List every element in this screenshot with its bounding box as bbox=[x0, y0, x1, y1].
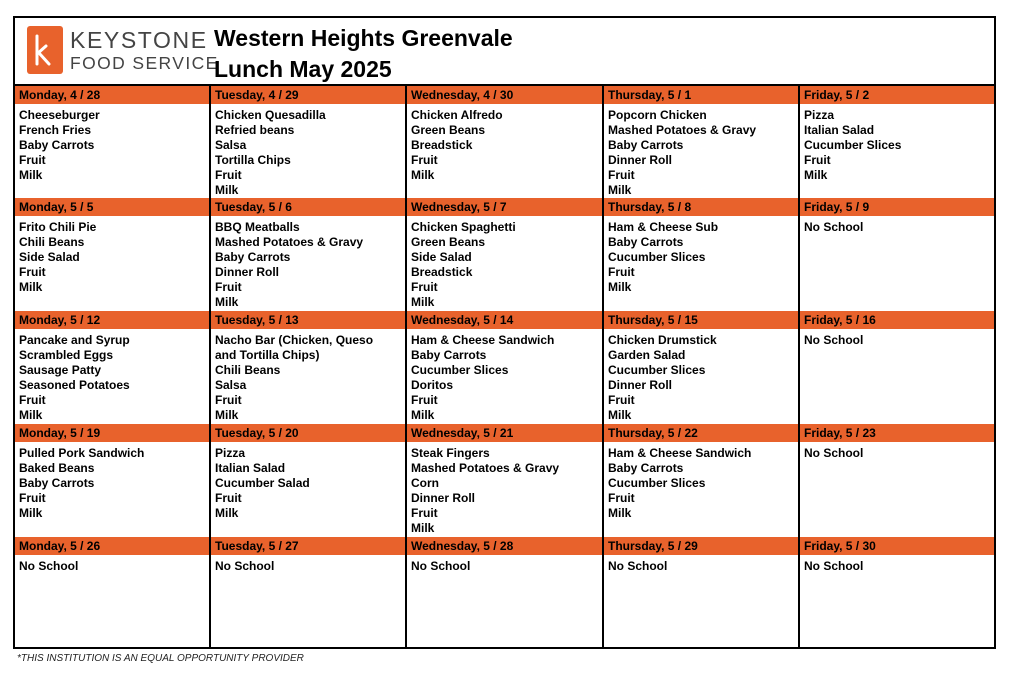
menu-item: BBQ Meatballs bbox=[215, 220, 300, 234]
brand-logo bbox=[70, 28, 220, 76]
menu-item: Cucumber Slices bbox=[608, 250, 706, 264]
menu-item: Cucumber Salad bbox=[215, 476, 310, 490]
day-menu bbox=[215, 220, 363, 310]
page-title bbox=[214, 23, 513, 85]
day-menu bbox=[411, 333, 554, 423]
day-menu bbox=[19, 559, 78, 574]
menu-item: Milk bbox=[608, 408, 632, 422]
day-menu bbox=[804, 220, 863, 235]
menu-item: Side Salad bbox=[411, 250, 472, 264]
menu-item: Salsa bbox=[215, 138, 247, 152]
day-date: Friday, 5 / 23 bbox=[804, 426, 876, 440]
day-date: Tuesday, 5 / 6 bbox=[215, 200, 292, 214]
column-divider bbox=[602, 86, 604, 647]
menu-item: Cucumber Slices bbox=[411, 363, 509, 377]
menu-item: Baby Carrots bbox=[608, 138, 684, 152]
menu-item: No School bbox=[804, 333, 864, 347]
menu-item: Fruit bbox=[19, 491, 46, 505]
menu-item: Milk bbox=[19, 168, 43, 182]
menu-item: Milk bbox=[215, 408, 239, 422]
day-menu bbox=[215, 446, 310, 521]
day-date: Friday, 5 / 30 bbox=[804, 539, 876, 553]
week-row bbox=[15, 537, 994, 647]
day-menu bbox=[804, 108, 901, 183]
menu-item: Milk bbox=[608, 280, 632, 294]
menu-item: No School bbox=[215, 559, 275, 573]
menu-item: Italian Salad bbox=[215, 461, 286, 475]
menu-item: Nacho Bar (Chicken, Queso bbox=[215, 333, 374, 347]
day-date: Wednesday, 5 / 21 bbox=[411, 426, 514, 440]
day-menu bbox=[19, 108, 100, 183]
menu-item: Fruit bbox=[608, 393, 635, 407]
day-menu bbox=[215, 559, 274, 574]
menu-item: Breadstick bbox=[411, 265, 473, 279]
menu-item: Fruit bbox=[804, 153, 831, 167]
menu-item: Fruit bbox=[215, 168, 242, 182]
menu-item: Seasoned Potatoes bbox=[19, 378, 130, 392]
menu-item: Green Beans bbox=[411, 123, 486, 137]
brand-subtitle: FOOD SERVICE bbox=[70, 53, 219, 73]
menu-item: Cheeseburger bbox=[19, 108, 100, 122]
day-date: Tuesday, 5 / 13 bbox=[215, 313, 299, 327]
day-menu bbox=[804, 446, 863, 461]
menu-item: Salsa bbox=[215, 378, 247, 392]
menu-item: Baby Carrots bbox=[608, 461, 684, 475]
day-menu bbox=[608, 220, 718, 295]
menu-item: Fruit bbox=[215, 393, 242, 407]
day-date: Wednesday, 5 / 28 bbox=[411, 539, 514, 553]
menu-item: Milk bbox=[411, 521, 435, 535]
day-menu bbox=[608, 108, 756, 198]
menu-item: Baby Carrots bbox=[608, 235, 684, 249]
menu-item: Doritos bbox=[411, 378, 453, 392]
day-menu bbox=[804, 559, 863, 574]
day-date: Wednesday, 4 / 30 bbox=[411, 88, 514, 102]
day-date: Thursday, 5 / 8 bbox=[608, 200, 692, 214]
day-date: Monday, 4 / 28 bbox=[19, 88, 101, 102]
menu-header bbox=[15, 18, 994, 86]
menu-item: Milk bbox=[19, 408, 43, 422]
day-date: Monday, 5 / 26 bbox=[19, 539, 101, 553]
day-menu bbox=[19, 333, 130, 423]
day-date: Monday, 5 / 5 bbox=[19, 200, 94, 214]
menu-item: Baby Carrots bbox=[19, 476, 95, 490]
column-divider bbox=[209, 86, 211, 647]
day-date: Wednesday, 5 / 7 bbox=[411, 200, 507, 214]
k-letter-icon bbox=[27, 26, 63, 74]
menu-item: Dinner Roll bbox=[411, 491, 476, 505]
day-menu bbox=[411, 559, 470, 574]
day-date: Tuesday, 4 / 29 bbox=[215, 88, 299, 102]
menu-month: Lunch May 2025 bbox=[214, 56, 392, 82]
menu-item: Baby Carrots bbox=[215, 250, 291, 264]
menu-item: Milk bbox=[608, 183, 632, 197]
day-menu bbox=[411, 446, 559, 536]
menu-item: Fruit bbox=[19, 265, 46, 279]
menu-item: Fruit bbox=[411, 506, 438, 520]
day-date: Tuesday, 5 / 20 bbox=[215, 426, 299, 440]
menu-item: Breadstick bbox=[411, 138, 473, 152]
menu-item: Frito Chili Pie bbox=[19, 220, 97, 234]
day-menu bbox=[411, 220, 516, 310]
menu-item: Milk bbox=[19, 506, 43, 520]
menu-item: Fruit bbox=[215, 280, 242, 294]
school-name: Western Heights Greenvale bbox=[214, 25, 513, 51]
menu-item: Dinner Roll bbox=[608, 378, 673, 392]
day-date: Monday, 5 / 12 bbox=[19, 313, 101, 327]
column-divider bbox=[405, 86, 407, 647]
menu-item: Refried beans bbox=[215, 123, 295, 137]
menu-item: Chicken Alfredo bbox=[411, 108, 503, 122]
column-divider bbox=[798, 86, 800, 647]
menu-item: Fruit bbox=[19, 393, 46, 407]
menu-item: Milk bbox=[19, 280, 43, 294]
menu-item: Italian Salad bbox=[804, 123, 875, 137]
menu-item: Mashed Potatoes & Gravy bbox=[608, 123, 757, 137]
menu-item: Sausage Patty bbox=[19, 363, 102, 377]
menu-item: No School bbox=[608, 559, 668, 573]
menu-item: Pancake and Syrup bbox=[19, 333, 130, 347]
menu-item: Cucumber Slices bbox=[608, 476, 706, 490]
day-menu bbox=[19, 446, 144, 521]
menu-item: Pizza bbox=[215, 446, 246, 460]
day-menu bbox=[411, 108, 503, 183]
menu-item: Green Beans bbox=[411, 235, 486, 249]
day-date: Monday, 5 / 19 bbox=[19, 426, 101, 440]
menu-item: Chicken Spaghetti bbox=[411, 220, 516, 234]
brand-name: KEYSTONE bbox=[70, 27, 208, 53]
day-menu bbox=[608, 446, 751, 521]
menu-item: No School bbox=[411, 559, 471, 573]
footnote: *THIS INSTITUTION IS AN EQUAL OPPORTUNITY PROVIDER bbox=[17, 653, 304, 664]
menu-item: Milk bbox=[215, 183, 239, 197]
day-menu bbox=[608, 559, 667, 574]
menu-item: Milk bbox=[215, 506, 239, 520]
menu-item: No School bbox=[804, 446, 864, 460]
day-date: Wednesday, 5 / 14 bbox=[411, 313, 514, 327]
menu-item: Milk bbox=[804, 168, 828, 182]
menu-item: Side Salad bbox=[19, 250, 80, 264]
week-row bbox=[15, 311, 994, 424]
menu-item: Garden Salad bbox=[608, 348, 686, 362]
menu-item: Milk bbox=[411, 408, 435, 422]
menu-item: Dinner Roll bbox=[215, 265, 280, 279]
menu-item: No School bbox=[19, 559, 79, 573]
day-menu bbox=[215, 333, 373, 423]
menu-item: Milk bbox=[608, 506, 632, 520]
day-date: Thursday, 5 / 29 bbox=[608, 539, 698, 553]
menu-item: Mashed Potatoes & Gravy bbox=[411, 461, 560, 475]
week-row bbox=[15, 424, 994, 537]
menu-item: and Tortilla Chips) bbox=[215, 348, 320, 362]
menu-item: Dinner Roll bbox=[608, 153, 673, 167]
menu-item: Cucumber Slices bbox=[608, 363, 706, 377]
menu-item: Baked Beans bbox=[19, 461, 95, 475]
menu-item: Milk bbox=[411, 295, 435, 309]
menu-item: Baby Carrots bbox=[19, 138, 95, 152]
day-menu bbox=[19, 220, 96, 295]
menu-item: Fruit bbox=[411, 280, 438, 294]
day-date: Tuesday, 5 / 27 bbox=[215, 539, 299, 553]
menu-item: Fruit bbox=[411, 153, 438, 167]
menu-item: Ham & Cheese Sandwich bbox=[608, 446, 752, 460]
menu-item: Popcorn Chicken bbox=[608, 108, 707, 122]
day-menu bbox=[608, 333, 717, 423]
week-row bbox=[15, 198, 994, 311]
day-date: Thursday, 5 / 15 bbox=[608, 313, 698, 327]
menu-item: Fruit bbox=[608, 168, 635, 182]
menu-calendar bbox=[13, 16, 996, 649]
menu-item: Chicken Drumstick bbox=[608, 333, 717, 347]
day-menu bbox=[804, 333, 863, 348]
menu-item: No School bbox=[804, 559, 864, 573]
menu-item: Tortilla Chips bbox=[215, 153, 291, 167]
menu-item: Baby Carrots bbox=[411, 348, 487, 362]
day-date: Friday, 5 / 2 bbox=[804, 88, 870, 102]
menu-item: Fruit bbox=[215, 491, 242, 505]
menu-item: French Fries bbox=[19, 123, 92, 137]
menu-item: No School bbox=[804, 220, 864, 234]
menu-item: Steak Fingers bbox=[411, 446, 490, 460]
menu-item: Mashed Potatoes & Gravy bbox=[215, 235, 364, 249]
menu-item: Fruit bbox=[411, 393, 438, 407]
menu-item: Ham & Cheese Sandwich bbox=[411, 333, 555, 347]
menu-item: Pulled Pork Sandwich bbox=[19, 446, 145, 460]
menu-item: Ham & Cheese Sub bbox=[608, 220, 719, 234]
day-date: Thursday, 5 / 22 bbox=[608, 426, 698, 440]
menu-item: Fruit bbox=[608, 491, 635, 505]
day-date: Friday, 5 / 9 bbox=[804, 200, 870, 214]
menu-item: Chili Beans bbox=[215, 363, 281, 377]
menu-item: Chicken Quesadilla bbox=[215, 108, 326, 122]
menu-item: Corn bbox=[411, 476, 439, 490]
menu-item: Cucumber Slices bbox=[804, 138, 902, 152]
day-date: Friday, 5 / 16 bbox=[804, 313, 876, 327]
day-menu bbox=[215, 108, 326, 198]
menu-item: Pizza bbox=[804, 108, 835, 122]
menu-item: Fruit bbox=[19, 153, 46, 167]
menu-item: Chili Beans bbox=[19, 235, 85, 249]
menu-item: Scrambled Eggs bbox=[19, 348, 114, 362]
menu-item: Fruit bbox=[608, 265, 635, 279]
menu-item: Milk bbox=[411, 168, 435, 182]
menu-grid bbox=[15, 86, 994, 647]
week-row bbox=[15, 86, 994, 198]
day-date: Thursday, 5 / 1 bbox=[608, 88, 692, 102]
menu-item: Milk bbox=[215, 295, 239, 309]
